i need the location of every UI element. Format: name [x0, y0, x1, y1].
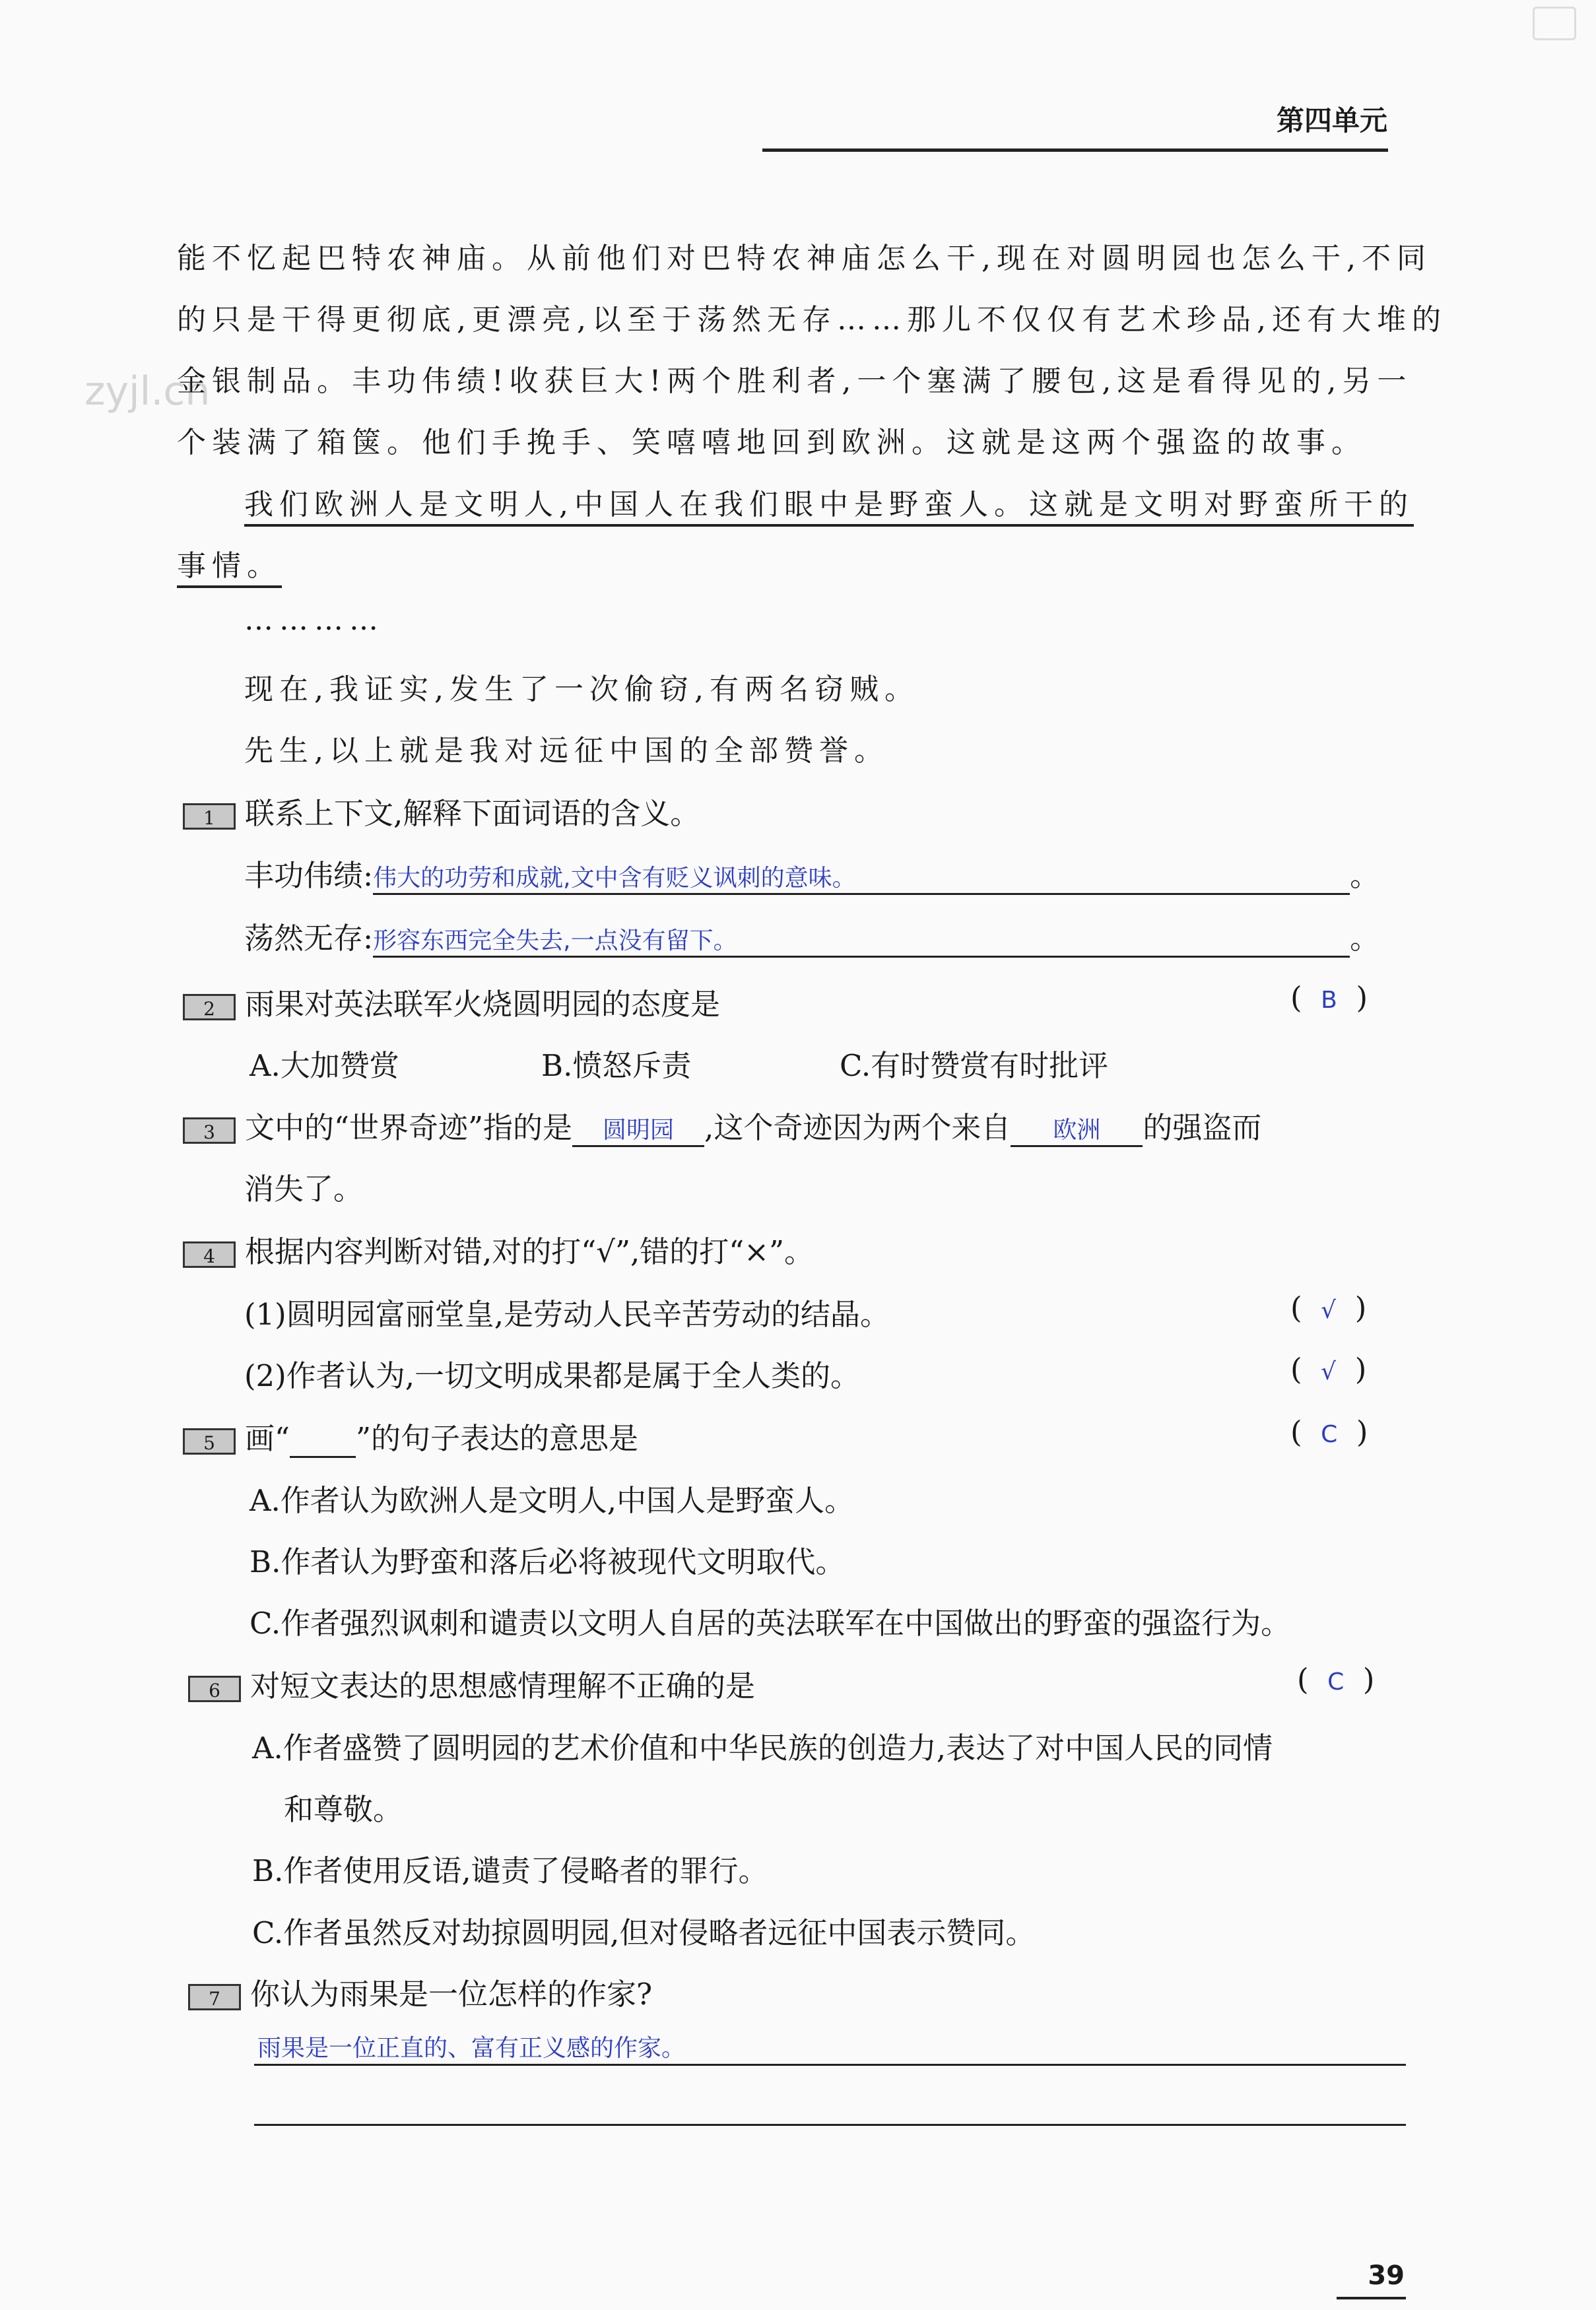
question-number: 2 — [183, 994, 236, 1020]
question-prompt: 雨果对英法联军火烧圆明园的态度是 — [245, 987, 721, 1022]
q5-option-b: B.作者认为野蛮和落后必将被现代文明取代。 — [249, 1544, 846, 1579]
q4-item-1: (1)圆明园富丽堂皇,是劳动人民辛苦劳动的结晶。 — [244, 1297, 890, 1332]
q6-option-c: C.作者虽然反对劫掠圆明园,但对侵略者远征中国表示赞同。 — [252, 1915, 1036, 1950]
watermark: zyjl.cn — [84, 368, 211, 414]
q1-term-2: 荡然无存:形容东西完全失去,一点没有留下。 。 — [244, 914, 1380, 958]
q6-option-a-line-1: A.作者盛赞了圆明园的艺术价值和中华民族的创造力,表达了对中国人民的同情 — [252, 1731, 1273, 1766]
question-3: 3 文中的“世界奇迹”指的是 圆明园 ,这个奇迹因为两个来自 欧洲 的强盗而 — [183, 1104, 1261, 1147]
corner-mark — [1533, 7, 1576, 40]
q4-item-2: (2)作者认为,一切文明成果都是属于全人类的。 — [244, 1358, 861, 1393]
question-number: 6 — [188, 1676, 241, 1702]
q6-option-a-line-2: 和尊敬。 — [284, 1792, 403, 1827]
question-prompt: 根据内容判断对错,对的打“√”,错的打“×”。 — [245, 1234, 815, 1269]
q4-item-1-answer: √ — [1321, 1297, 1337, 1324]
q3-answer-1: 圆明园 — [603, 1117, 675, 1144]
q7-answer-line-1 — [254, 2064, 1406, 2066]
question-7 — [188, 1970, 652, 2013]
question-number: 3 — [183, 1117, 236, 1144]
unit-title: 第四单元 — [1276, 104, 1387, 137]
q5-option-c: C.作者强烈讽刺和谴责以文明人自居的英法联军在中国做出的野蛮的强盗行为。 — [249, 1606, 1291, 1641]
q6-option-b: B.作者使用反语,谴责了侵略者的罪行。 — [252, 1853, 768, 1888]
q6-answer-bracket: ( C ) — [1297, 1662, 1375, 1697]
question-6 — [188, 1662, 755, 1705]
question-prompt: 你认为雨果是一位怎样的作家? — [250, 1977, 653, 2012]
q4-item-2-answer: √ — [1321, 1358, 1337, 1385]
question-number: 5 — [183, 1428, 236, 1455]
q5-answer: C — [1321, 1421, 1338, 1448]
q3-continuation: 消失了。 — [244, 1172, 364, 1206]
passage-line-3: 金银制品。丰功伟绩!收获巨大!两个胜利者,一个塞满了腰包,这是看得见的,另一 — [177, 364, 1413, 398]
header-rule — [762, 148, 1388, 152]
question-number: 4 — [183, 1241, 236, 1268]
passage-line-2: 的只是干得更彻底,更漂亮,以至于荡然无存……那儿不仅仅有艺术珍品,还有大堆的 — [177, 303, 1447, 337]
page-number-rule — [1337, 2297, 1406, 2299]
q1-answer-2: 形容东西完全失去,一点没有留下。 — [373, 927, 737, 954]
q2-option-b: B.愤怒斥责 — [541, 1048, 692, 1083]
question-5: 5 画“ ”的句子表达的意思是 — [183, 1414, 638, 1458]
question-prompt: 对短文表达的思想感情理解不正确的是 — [250, 1668, 756, 1703]
question-number: 7 — [188, 1984, 241, 2010]
page-number: 39 — [1368, 2260, 1405, 2291]
q5-answer-bracket: ( C ) — [1290, 1414, 1368, 1449]
q6-answer: C — [1327, 1668, 1345, 1696]
q5-option-a: A.作者认为欧洲人是文明人,中国人是野蛮人。 — [249, 1483, 855, 1518]
underlined-sentence-2: 事情。 — [177, 542, 282, 584]
question-2 — [183, 980, 720, 1023]
passage-ellipsis: ………… — [244, 603, 384, 637]
question-4 — [183, 1228, 814, 1270]
question-1 — [183, 789, 700, 832]
q7-answer: 雨果是一位正直的、富有正义感的作家。 — [257, 2035, 686, 2062]
q1-answer-1: 伟大的功劳和成就,文中含有贬义讽刺的意味。 — [373, 865, 856, 892]
q2-option-c: C.有时赞赏有时批评 — [840, 1048, 1109, 1083]
q2-answer: B — [1321, 987, 1337, 1014]
q2-option-a: A.大加赞赏 — [249, 1048, 399, 1083]
passage-line-1: 能不忆起巴特农神庙。从前他们对巴特农神庙怎么干,现在对圆明园也怎么干,不同 — [177, 242, 1432, 275]
q1-term-1: 丰功伟绩:伟大的功劳和成就,文中含有贬义讽刺的意味。 。 — [244, 851, 1380, 895]
underlined-sentence-1: 我们欧洲人是文明人,中国人在我们眼中是野蛮人。这就是文明对野蛮所干的 — [244, 480, 1414, 523]
q2-answer-bracket: ( B ) — [1290, 980, 1368, 1015]
passage-line-4: 个装满了箱箧。他们手挽手、笑嘻嘻地回到欧洲。这就是这两个强盗的故事。 — [177, 426, 1366, 459]
passage-line-after-2: 先生,以上就是我对远征中国的全部赞誉。 — [244, 734, 889, 768]
question-prompt: 联系上下文,解释下面词语的含义。 — [245, 796, 700, 831]
q4-item-2-bracket: ( √ ) — [1290, 1352, 1367, 1387]
q4-item-1-bracket: ( √ ) — [1290, 1290, 1367, 1325]
q3-answer-2: 欧洲 — [1053, 1117, 1101, 1144]
question-number: 1 — [183, 803, 236, 830]
passage-line-after-1: 现在,我证实,发生了一次偷窃,有两名窃贼。 — [244, 673, 919, 706]
q7-answer-line-2 — [254, 2124, 1406, 2126]
